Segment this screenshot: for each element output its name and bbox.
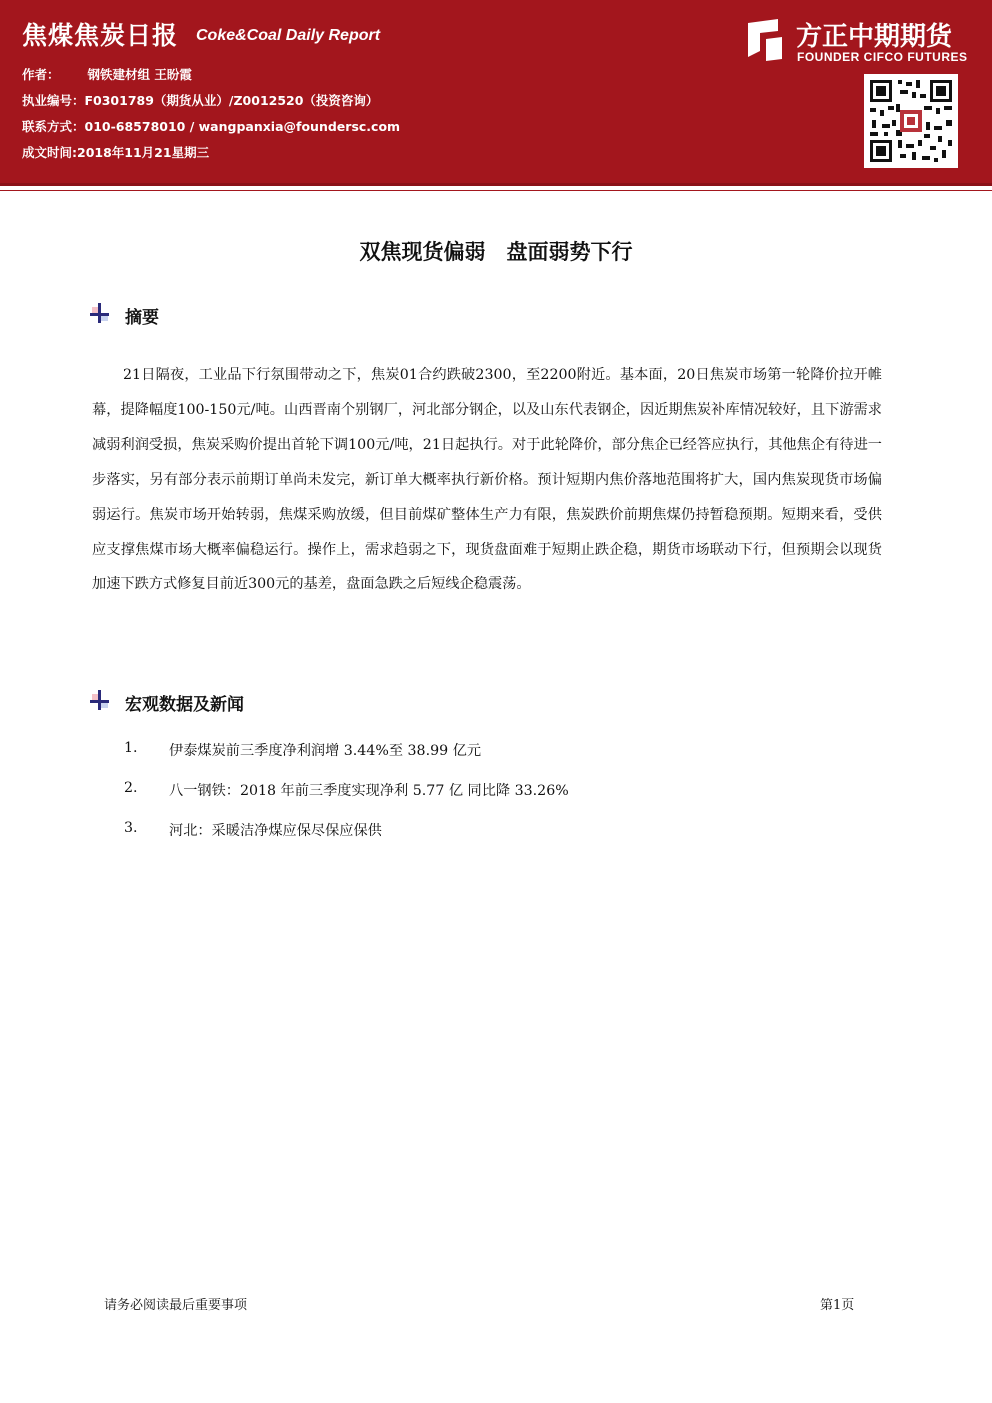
- author-value: 钢铁建材组 王盼霞: [87, 67, 192, 82]
- list-item-text: 河北：采暖洁净煤应保尽保应保供: [169, 823, 382, 839]
- document-title: 双焦现货偏弱 盘面弱势下行: [359, 240, 633, 264]
- news-list: [124, 740, 569, 860]
- list-item-number: 2.: [124, 780, 138, 796]
- report-header: [0, 0, 992, 183]
- header-divider: [0, 183, 992, 186]
- author-label: 作者：: [22, 67, 60, 82]
- founder-logo-icon: [744, 17, 786, 63]
- list-item: [124, 780, 569, 820]
- section-bullet-icon: [90, 690, 110, 712]
- page-number: 第1页: [820, 1298, 855, 1313]
- date-line: 成文时间:2018年11月21星期三: [22, 145, 210, 160]
- header-divider-thin: [0, 190, 992, 191]
- company-logo-text: 方正中期期货: [796, 22, 953, 52]
- list-item: [124, 820, 569, 860]
- qr-code-icon: [864, 74, 958, 168]
- contact-line: 联系方式：010-68578010 / wangpanxia@foundersc.com: [22, 119, 401, 134]
- section-label: 摘要: [125, 308, 159, 328]
- footer-disclaimer-note: 请务必阅读最后重要事项: [104, 1298, 248, 1313]
- list-item-text: 伊泰煤炭前三季度净利润增 3.44%至 38.99 亿元: [169, 743, 482, 759]
- list-item-number: 1.: [124, 740, 138, 756]
- author-line: [22, 65, 192, 83]
- list-item-text: 八一钢铁：2018 年前三季度实现净利 5.77 亿 同比降 33.26%: [169, 783, 569, 799]
- report-title: 焦煤焦炭日报: [22, 21, 179, 50]
- license-line: 执业编号：F0301789（期货从业）/Z0012520（投资咨询）: [22, 93, 379, 108]
- report-title-english: Coke&Coal Daily Report: [196, 27, 381, 44]
- summary-paragraph: 21日隔夜，工业品下行氛围带动之下，焦炭01合约跌破2300，至2200附近。基本面，20日焦炭市场第一轮降价拉开帷幕，提降幅度100-150元/吨。山西晋南个别钢厂，河北部分钢企，以及山东代表钢企，因近期焦炭补库情况较好，且下游需求减弱利润受损，焦炭采购价提出首轮下调100元/吨，21日起执行。对于此轮降价，部分焦企已经答应执行，其他焦企有待进一步落实，另有部分表示前期订单尚未发完，新订单大概率执行新价格。预计短期内焦价落地范围将扩大，国内焦炭现货市场偏弱运行。焦炭市场开始转弱，焦煤采购放缓，但目前煤矿整体生产力有限，焦炭跌价前期焦煤仍持暂稳预期。短期来看，受供应支撑焦煤市场大概率偏稳运行。操作上，需求趋弱之下，现货盘面难于短期止跌企稳，期货市场联动下行，但预期会以现货加速下跌方式修复目前近300元的基差，盘面急跌之后短线企稳震荡。: [92, 367, 882, 593]
- section-bullet-icon: [90, 303, 110, 325]
- company-logo-english: FOUNDER CIFCO FUTURES: [797, 50, 968, 64]
- list-item-number: 3.: [124, 820, 138, 836]
- list-item: [124, 740, 569, 780]
- section-label: 宏观数据及新闻: [125, 695, 244, 715]
